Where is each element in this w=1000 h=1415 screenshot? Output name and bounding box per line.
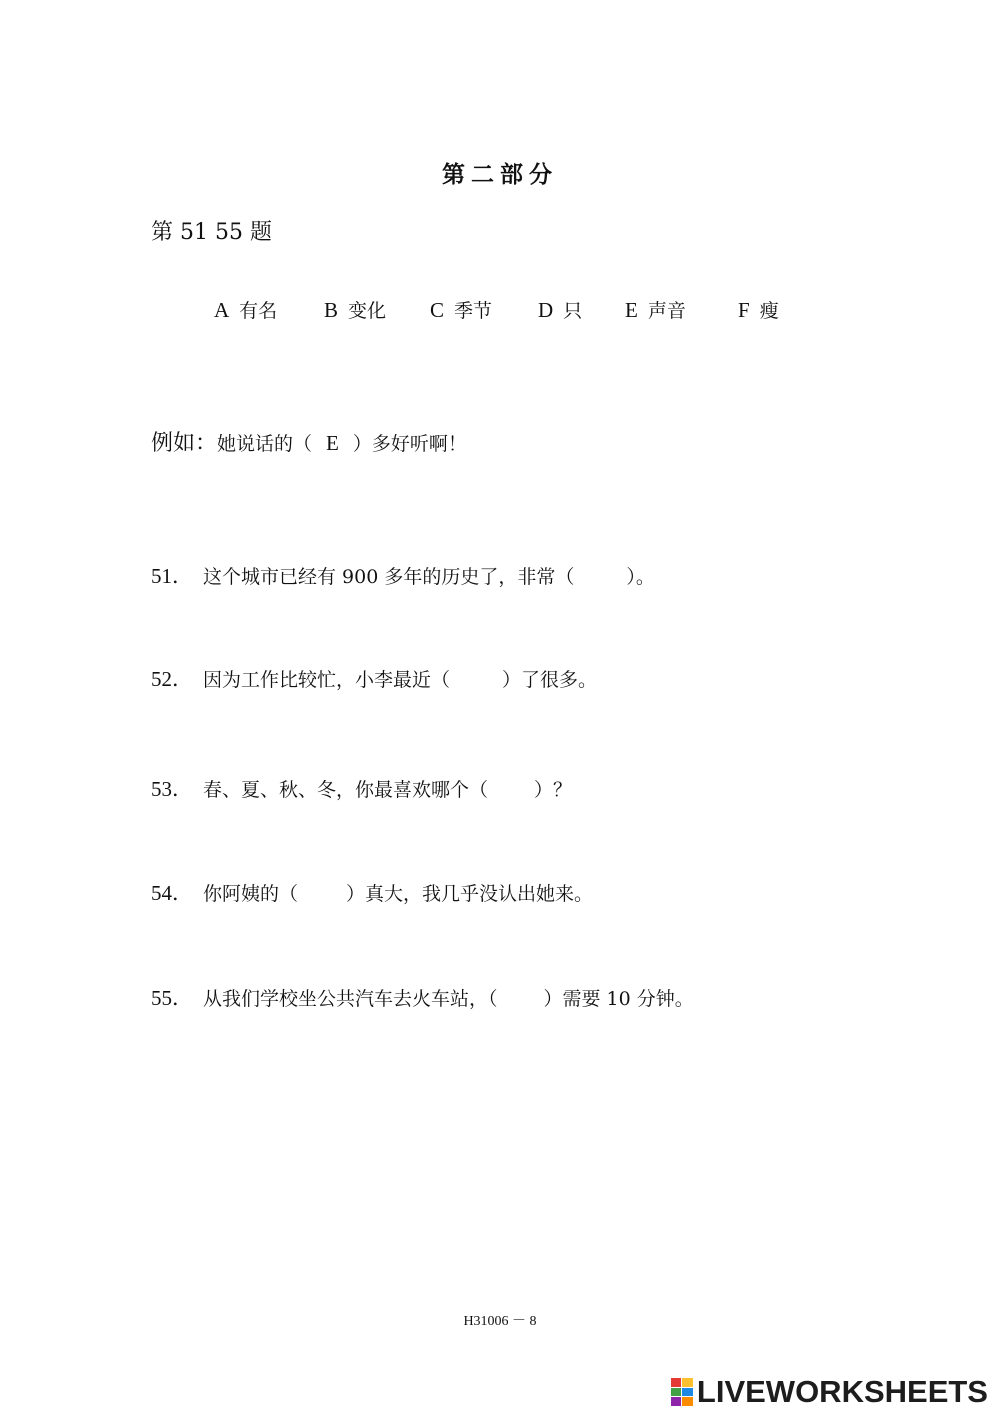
example-sentence (151, 426, 467, 457)
logo-square (671, 1378, 682, 1387)
option-word: 有名 (239, 300, 278, 322)
question-number: 52． (151, 667, 193, 691)
question-number: 53． (151, 777, 193, 801)
option-letter: C (430, 298, 445, 322)
question-text-after: ）真大，我几乎没认出她来。 (346, 883, 594, 905)
option-letter: E (625, 298, 638, 322)
question-52 (151, 663, 597, 693)
page-footer: H31006 － 8 (463, 1314, 537, 1329)
example-text-after: ）多好听啊！ (352, 433, 467, 455)
option-c (430, 296, 538, 323)
logo-square (682, 1378, 693, 1387)
example-text-before: 她说话的（ (217, 433, 313, 455)
question-53 (151, 773, 572, 803)
logo-square (671, 1388, 682, 1397)
question-text-before: 春、夏、秋、冬，你最喜欢哪个（ (203, 779, 489, 801)
option-f (738, 296, 798, 323)
liveworksheets-brand (671, 1374, 988, 1410)
option-word: 季节 (454, 300, 493, 322)
question-text-after: ）？ (534, 779, 573, 801)
question-number: 51． (151, 564, 193, 588)
option-word: 变化 (348, 300, 387, 322)
option-letter: B (324, 298, 339, 322)
option-letter: A (214, 298, 230, 322)
question-number: 55． (151, 986, 193, 1010)
logo-square (682, 1397, 693, 1406)
liveworksheets-logo-icon (671, 1378, 693, 1406)
question-51 (151, 560, 655, 590)
option-a (214, 296, 324, 323)
question-55 (151, 982, 694, 1012)
example-answer: E (326, 431, 339, 455)
logo-square (671, 1397, 682, 1406)
section-title: 第二部分 (442, 161, 558, 188)
question-number: 54． (151, 881, 193, 905)
example-lead: 例如： (151, 431, 218, 456)
option-d (538, 296, 625, 323)
option-word: 声音 (647, 300, 686, 322)
question-text-after: ）需要 10 分钟。 (543, 988, 694, 1010)
word-options (214, 296, 798, 323)
question-text-after: ）。 (626, 566, 655, 588)
option-b (324, 296, 430, 323)
brand-wordmark: LIVEWORKSHEETS (696, 1374, 988, 1409)
question-text-before: 因为工作比较忙，小李最近（ (203, 669, 451, 691)
question-54 (151, 877, 593, 907)
option-word: 只 (563, 300, 583, 322)
question-text-after: ）了很多。 (502, 669, 598, 691)
question-text-before: 从我们学校坐公共汽车去火车站，（ (203, 988, 498, 1010)
question-text-before: 你阿姨的（ (203, 883, 299, 905)
logo-square (682, 1388, 693, 1397)
option-letter: D (538, 298, 554, 322)
option-word: 瘦 (759, 300, 779, 322)
option-e (625, 296, 738, 323)
question-text-before: 这个城市已经有 900 多年的历史了，非常（ (203, 566, 575, 588)
option-letter: F (738, 298, 750, 322)
question-range-heading: 第 51 55 题 (151, 220, 272, 245)
